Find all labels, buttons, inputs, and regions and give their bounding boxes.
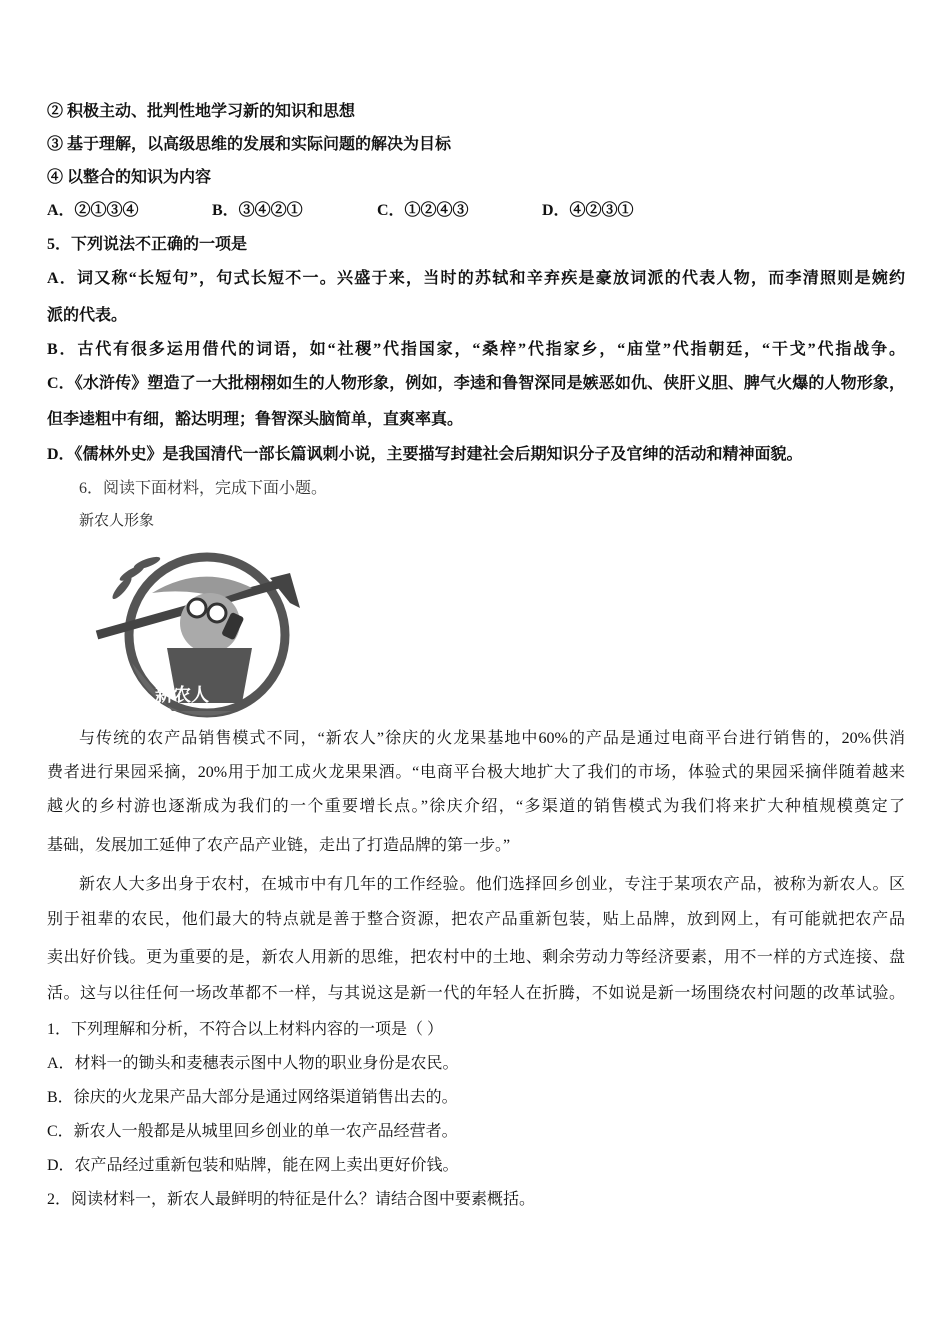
paragraph-1-line-4: 基础，发展加工延伸了农产品产业链，走出了打造品牌的第一步。” [47,837,511,854]
sub-question-1-option-a: A．材料一的锄头和麦穗表示图中人物的职业身份是农民。 [47,1055,459,1072]
sub-question-1-option-c: C．新农人一般都是从城里回乡创业的单一农产品经营者。 [47,1123,458,1140]
paragraph-1-line-2: 费者进行果园采摘，20%用于加工成火龙果果酒。“电商平台极大地扩大了我们的市场，体验式的果园采摘伴随着越来 [47,764,905,781]
q4-option-d: D．④②③① [542,202,634,219]
q4-option-b: B．③④②① [212,202,303,219]
paragraph-2-line-2: 别于祖辈的农民，他们最大的特点就是善于整合资源，把农产品重新包装，贴上品牌，放到网上，有可能就把农产品 [47,911,905,928]
sub-question-1-option-d: D．农产品经过重新包装和贴牌，能在网上卖出更好价钱。 [47,1157,459,1174]
q5-option-a-line2: 派的代表。 [47,307,128,324]
q5-stem: 5．下列说法不正确的一项是 [47,236,248,253]
q5-option-c-line1: C．《水浒传》塑造了一大批栩栩如生的人物形象，例如，李逵和鲁智深同是嫉恶如仇、侠肝义胆、脾气火爆的人物形象， [47,375,905,392]
paragraph-2-line-3: 卖出好价钱。更为重要的是，新农人用新的思维，把农村中的土地、剩余劳动力等经济要素，用不一样的方式连接、盘 [47,949,905,966]
q5-option-a-line1: A．词又称“长短句”，句式长短不一。兴盛于来，当时的苏轼和辛弃疾是豪放词派的代表人物，而李清照则是婉约 [47,270,905,287]
q6-stem: 6．阅读下面材料，完成下面小题。 [79,480,328,497]
new-farmer-logo-image [92,543,307,718]
q5-option-b: B．古代有很多运用借代的词语，如“社稷”代指国家，“桑梓”代指家乡，“庙堂”代指朝廷，“干戈”代指战争。 [47,341,905,358]
paragraph-2-line-1: 新农人大多出身于农村，在城市中有几年的工作经验。他们选择回乡创业，专注于某项农产品，被称为新农人。区 [79,876,905,893]
q5-option-d: D．《儒林外史》是我国清代一部长篇讽刺小说，主要描写封建社会后期知识分子及官绅的活动和精神面貌。 [47,446,803,463]
sub-question-1: 1．下列理解和分析，不符合以上材料内容的一项是（ ） [47,1021,444,1038]
sub-question-1-option-b: B．徐庆的火龙果产品大部分是通过网络渠道销售出去的。 [47,1089,458,1106]
sub-question-2: 2．阅读材料一，新农人最鲜明的特征是什么？请结合图中要素概括。 [47,1191,536,1208]
q4-item-2: ② 积极主动、批判性地学习新的知识和思想 [47,103,356,120]
q4-option-c: C．①②④③ [377,202,469,219]
material-title: 新农人形象 [79,513,155,529]
paragraph-1-line-3: 越火的乡村游也逐渐成为我们的一个重要增长点。”徐庆介绍，“多渠道的销售模式为我们将来扩大种植规模奠定了 [47,798,905,815]
q5-option-c-line2: 但李逵粗中有细，豁达明理；鲁智深头脑简单，直爽率真。 [47,411,464,428]
q4-option-a: A．②①③④ [47,202,139,219]
paragraph-2-line-4: 活。这与以往任何一场改革都不一样，与其说这是新一代的年轻人在折腾，不如说是新一场围绕农村问题的改革试验。 [47,985,905,1002]
logo-text: 新农人 [155,685,209,705]
q4-item-3: ③ 基于理解，以高级思维的发展和实际问题的解决为目标 [47,136,452,153]
q4-item-4: ④ 以整合的知识为内容 [47,169,212,186]
paragraph-1-line-1: 与传统的农产品销售模式不同，“新农人”徐庆的火龙果基地中60%的产品是通过电商平台进行销售的，20%供消 [79,730,905,747]
